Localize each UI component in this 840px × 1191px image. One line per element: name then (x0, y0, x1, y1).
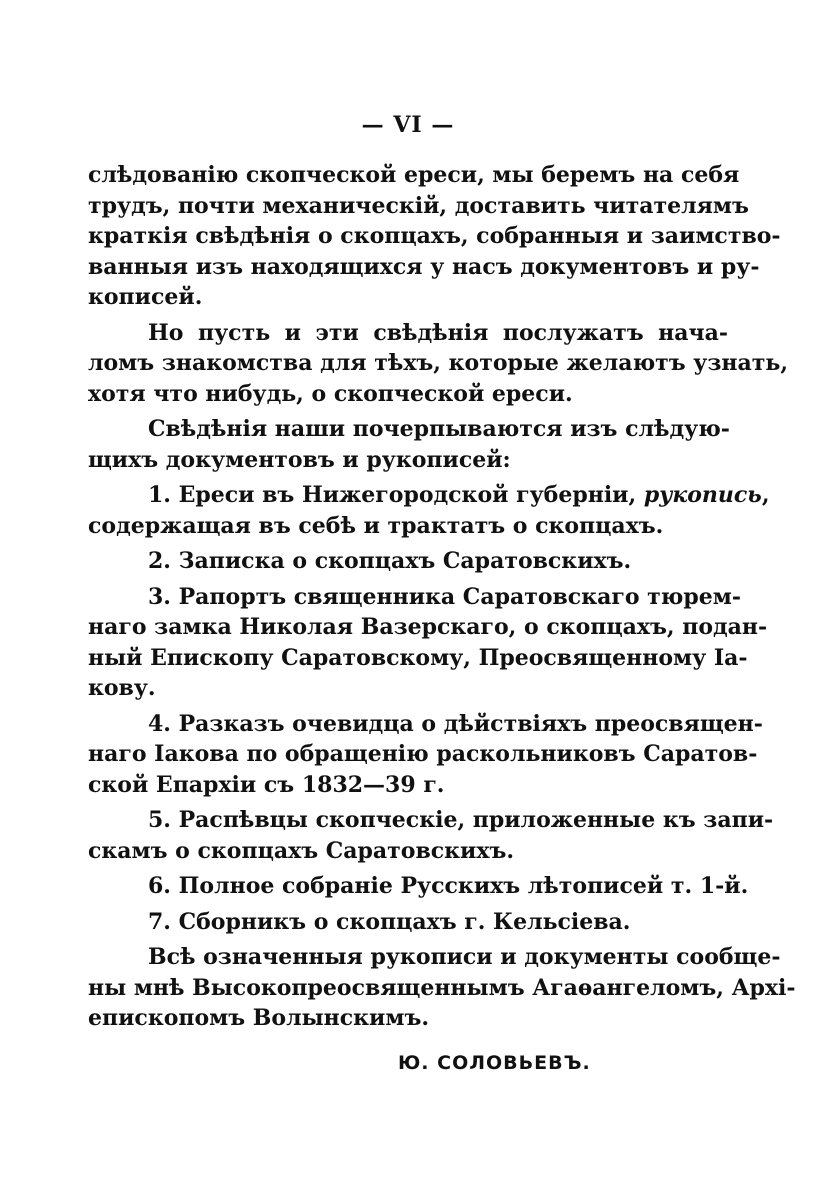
list-item (88, 709, 763, 801)
text-line: наго Іакова по обращенію раскольниковъ Саратов- (88, 741, 758, 767)
page-number: — VI — (361, 112, 455, 138)
paragraph (88, 414, 728, 475)
list-item (88, 805, 774, 866)
text-line: ны мнѣ Высокопреосвященнымъ Агаѳангеломъ, Архі- (88, 974, 796, 1001)
text-line: 3. Рапортъ священника Саратовскаго тюрем- (148, 583, 741, 610)
text-line: наго замка Николая Вазерскаго, о скопцахъ, подан- (88, 614, 768, 640)
text-line: 2. Записка о скопцахъ Саратовскихъ. (148, 548, 632, 574)
list-item (88, 907, 728, 938)
list-item (88, 871, 749, 902)
text-line: 7. Сборникъ о скопцахъ г. Кельсіева. (148, 908, 631, 935)
text-line: щихъ документовъ и рукописей: (88, 446, 511, 473)
text-line: скамъ о скопцахъ Саратовскихъ. (88, 837, 514, 864)
text-line: содержащая въ себѣ и трактатъ о скопцахъ. (88, 512, 664, 539)
text-line: ломъ знакомства для тѣхъ, которые желаютъ узнать, (88, 350, 788, 376)
paragraph (88, 160, 781, 313)
text-line: 5. Распѣвцы скопческіе, приложенные къ запи- (148, 807, 774, 833)
text-line: кову. (88, 675, 156, 701)
source-list (88, 480, 774, 937)
list-item (88, 480, 770, 541)
text-line: ванныя изъ находящихся у насъ документовъ и ру- (88, 253, 760, 280)
text-line: кописей. (88, 284, 203, 310)
paragraph (88, 318, 788, 410)
list-item (88, 546, 728, 577)
text-line: 1. Ереси въ Нижегородской губерніи, рукопись, (148, 482, 770, 508)
text-line: ный Епископу Саратовскому, Преосвященному Іа- (88, 644, 748, 671)
text-line: слѣдованію скопческой ереси, мы беремъ на себя (88, 162, 740, 188)
text-line: краткія свѣдѣнія о скопцахъ, собранныя и заимство- (88, 223, 781, 249)
emphasis-text: рукопись (643, 482, 762, 508)
text-line: трудъ, почти механическій, доставить читателямъ (88, 192, 749, 219)
author-signature: Ю. СОЛОВЬЕВЪ. (398, 1052, 591, 1074)
list-item (88, 582, 768, 704)
text-line: Но пусть и эти свѣдѣнія послужатъ нача- (148, 319, 728, 346)
text-line: 6. Полное собраніе Русскихъ лѣтописей т. 1-й. (148, 873, 749, 899)
text-line: Свѣдѣнія наши почерпываются изъ слѣдую- (148, 416, 730, 442)
text-line: ской Епархіи съ 1832—39 г. (88, 771, 445, 798)
closing-paragraph (88, 942, 796, 1034)
text-line: Всѣ означенныя рукописи и документы сообще- (148, 944, 781, 970)
main-text (88, 160, 796, 1034)
text-line: епископомъ Волынскимъ. (88, 1005, 429, 1031)
text-line: 4. Разказъ очевидца о дѣйствіяхъ преосвящен- (148, 710, 763, 737)
text-line: хотя что нибудь, о скопческой ереси. (88, 380, 573, 407)
